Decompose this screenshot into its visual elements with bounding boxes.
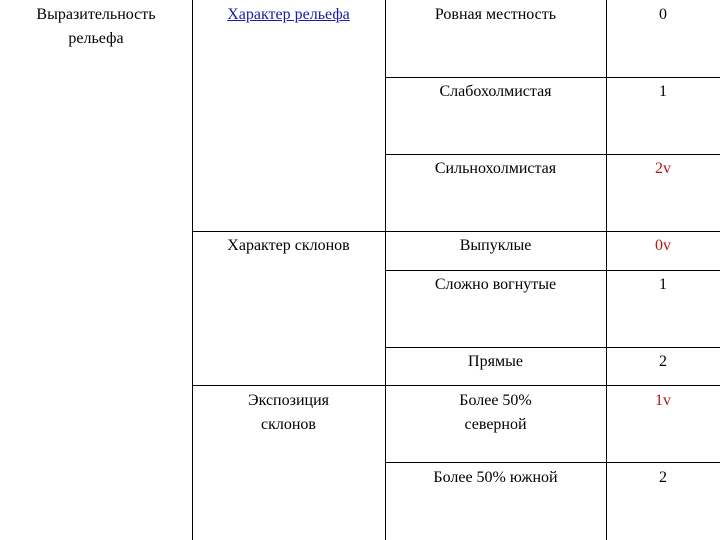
row-divider bbox=[385, 462, 720, 463]
group-label-relief bbox=[192, 3, 385, 27]
row-divider bbox=[192, 231, 720, 232]
row-divider bbox=[192, 385, 720, 386]
category-label-line-1: Выразительность bbox=[36, 6, 156, 23]
type-cell-line-1: Более 50% bbox=[459, 392, 532, 409]
row-divider bbox=[385, 77, 720, 78]
type-cell: Выпуклые bbox=[459, 237, 532, 254]
row-divider bbox=[385, 270, 720, 271]
type-cell: Ровная местность bbox=[434, 6, 557, 23]
category-label bbox=[0, 3, 192, 51]
type-cell: Сильнохолмистая bbox=[434, 160, 557, 177]
relief-character-link[interactable]: Характер рельефа bbox=[227, 6, 350, 23]
score-cell: 0 bbox=[659, 6, 667, 23]
row-divider bbox=[385, 154, 720, 155]
score-cell: 2v bbox=[655, 160, 671, 177]
score-cell: 0v bbox=[655, 237, 671, 254]
group-label-exposure-line-2: склонов bbox=[261, 416, 316, 433]
category-label-line-2: рельефа bbox=[68, 30, 124, 47]
score-cell: 1 bbox=[659, 276, 667, 293]
group-label-exposure-line-1: Экспозиция bbox=[248, 392, 329, 409]
type-cell: Слабохолмистая bbox=[439, 83, 552, 100]
score-cell: 1v bbox=[655, 392, 671, 409]
type-cell: Сложно вогнутые bbox=[434, 276, 557, 293]
score-cell: 2 bbox=[659, 469, 667, 486]
score-cell: 2 bbox=[659, 353, 667, 370]
type-cell: Более 50% южной bbox=[433, 469, 558, 486]
column-divider-1 bbox=[192, 0, 193, 540]
group-label-slopes: Характер склонов bbox=[227, 237, 350, 254]
type-cell: Прямые bbox=[468, 353, 523, 370]
row-divider bbox=[385, 347, 720, 348]
type-cell-line-2: северной bbox=[464, 416, 527, 433]
type-cell bbox=[385, 389, 606, 437]
group-label-exposure bbox=[192, 389, 385, 437]
score-cell: 1 bbox=[659, 83, 667, 100]
